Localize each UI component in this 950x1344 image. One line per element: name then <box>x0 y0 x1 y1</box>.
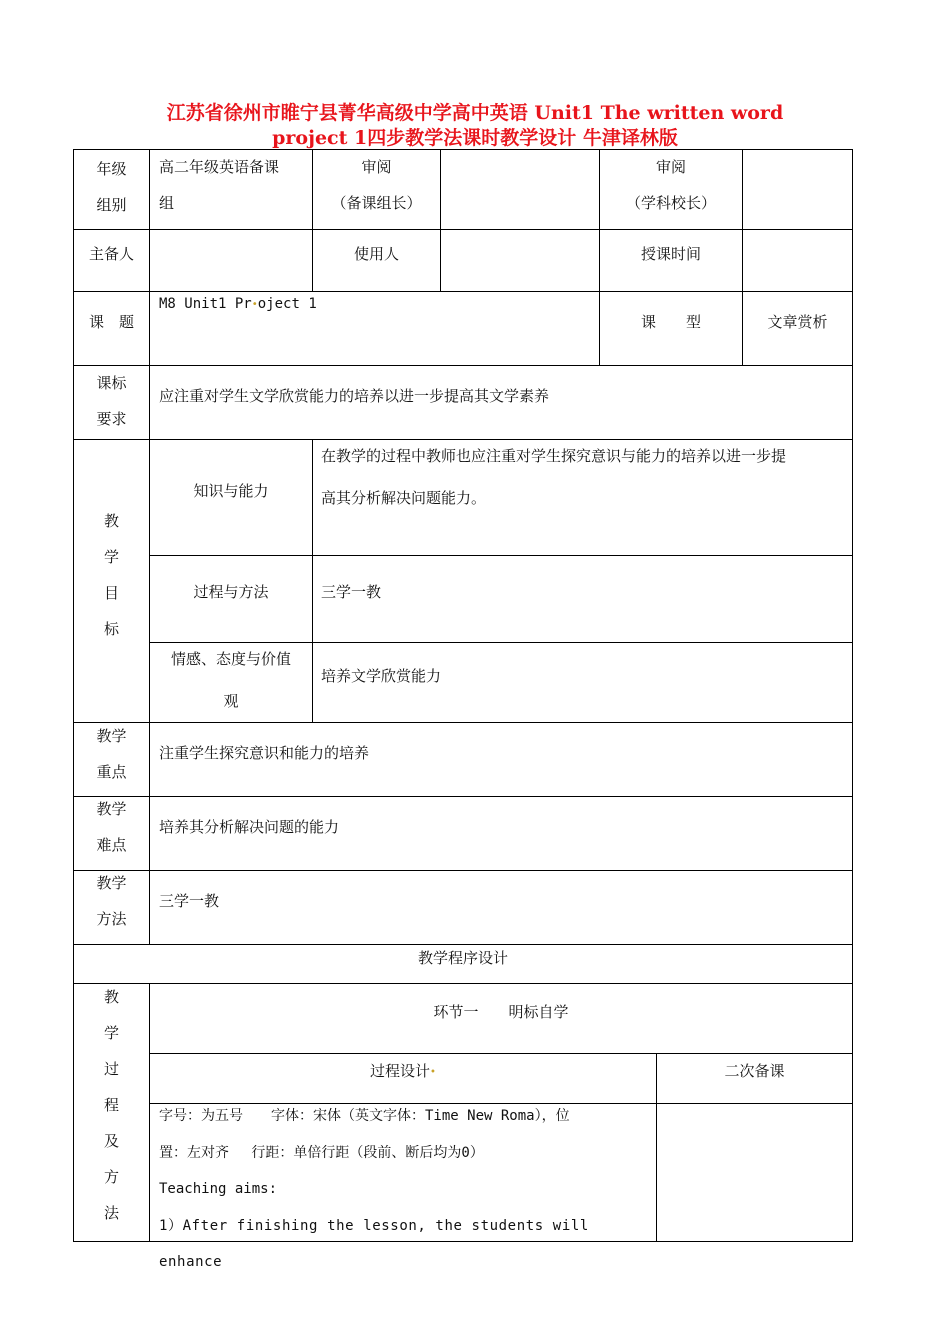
secondary-prep-value <box>657 1104 852 1241</box>
grade-group-label: 年级 组别 <box>96 160 127 214</box>
grid-line <box>852 149 853 1242</box>
process-value: 三学一教 <box>321 583 382 601</box>
grid-line <box>73 870 853 871</box>
preparer-label: 主备人 <box>88 245 134 263</box>
class-time-label: 授课时间 <box>640 245 701 263</box>
grid-line <box>73 796 853 797</box>
mark-dot: • <box>251 299 258 310</box>
key-points-value: 注重学生探究意识和能力的培养 <box>159 744 370 762</box>
lesson-type-value: 文章赏析 <box>767 313 828 331</box>
method-value: 三学一教 <box>159 892 220 910</box>
secondary-prep-label: 二次备课 <box>724 1062 785 1080</box>
title-line-2: project 1四步教学法课时教学设计 牛津译林版 <box>272 127 678 149</box>
class-time-value <box>743 230 852 291</box>
method-label: 教学 方法 <box>96 874 127 928</box>
user-value <box>441 230 599 291</box>
review-leader-value <box>441 149 599 229</box>
program-heading: 教学程序设计 <box>417 949 508 967</box>
title-line-1: 江苏省徐州市睢宁县菁华高级中学高中英语 Unit1 The written word <box>166 102 784 124</box>
design-body: 字号：为五号 字体：宋体（英文字体：Time New Roma），位 置：左对齐 行距：单倍行距（段前、断后均为0） Teaching aims: 1）After finishing the lesson, the students will enhance <box>159 1108 589 1270</box>
review-leader-label: 审阅 （备课组长） <box>331 158 422 212</box>
grid-line <box>312 439 313 722</box>
grid-line <box>73 365 853 366</box>
topic-value: M8 Unit1 Pr•oject 1 <box>159 296 317 312</box>
knowledge-value: 在教学的过程中教师也应注重对学生探究意识与能力的培养以进一步提 高其分析解决问题能力。 <box>321 447 787 507</box>
standard-label: 课标 要求 <box>96 374 127 428</box>
grid-line <box>149 555 853 556</box>
process-side-label: 教 学 过 程 及 方 法 <box>103 988 119 1222</box>
difficulty-label: 教学 难点 <box>96 800 127 854</box>
design-label: 过程设计• <box>370 1062 436 1080</box>
emotion-value: 培养文学欣赏能力 <box>321 667 442 685</box>
mark-dot: • <box>430 1067 436 1078</box>
key-points-label: 教学 重点 <box>96 727 127 781</box>
review-principal-value <box>743 149 852 229</box>
goals-label: 教 学 目 标 <box>103 512 119 638</box>
stage-title: 环节一 明标自学 <box>433 1003 569 1021</box>
difficulty-value: 培养其分析解决问题的能力 <box>159 818 340 836</box>
standard-value: 应注重对学生文学欣赏能力的培养以进一步提高其文学素养 <box>159 387 550 405</box>
user-label: 使用人 <box>353 245 399 263</box>
knowledge-label: 知识与能力 <box>193 482 269 500</box>
topic-label: 课 题 <box>88 313 134 331</box>
review-principal-label: 审阅 （学科校长） <box>625 158 716 212</box>
preparer-value <box>150 230 312 291</box>
grid-line <box>73 983 853 984</box>
process-label: 过程与方法 <box>193 583 269 601</box>
lesson-type-label: 课 型 <box>640 313 701 331</box>
grade-group-value: 高二年级英语备课 组 <box>159 158 280 212</box>
grid-line <box>73 722 853 723</box>
emotion-label: 情感、态度与价值 观 <box>170 650 291 710</box>
